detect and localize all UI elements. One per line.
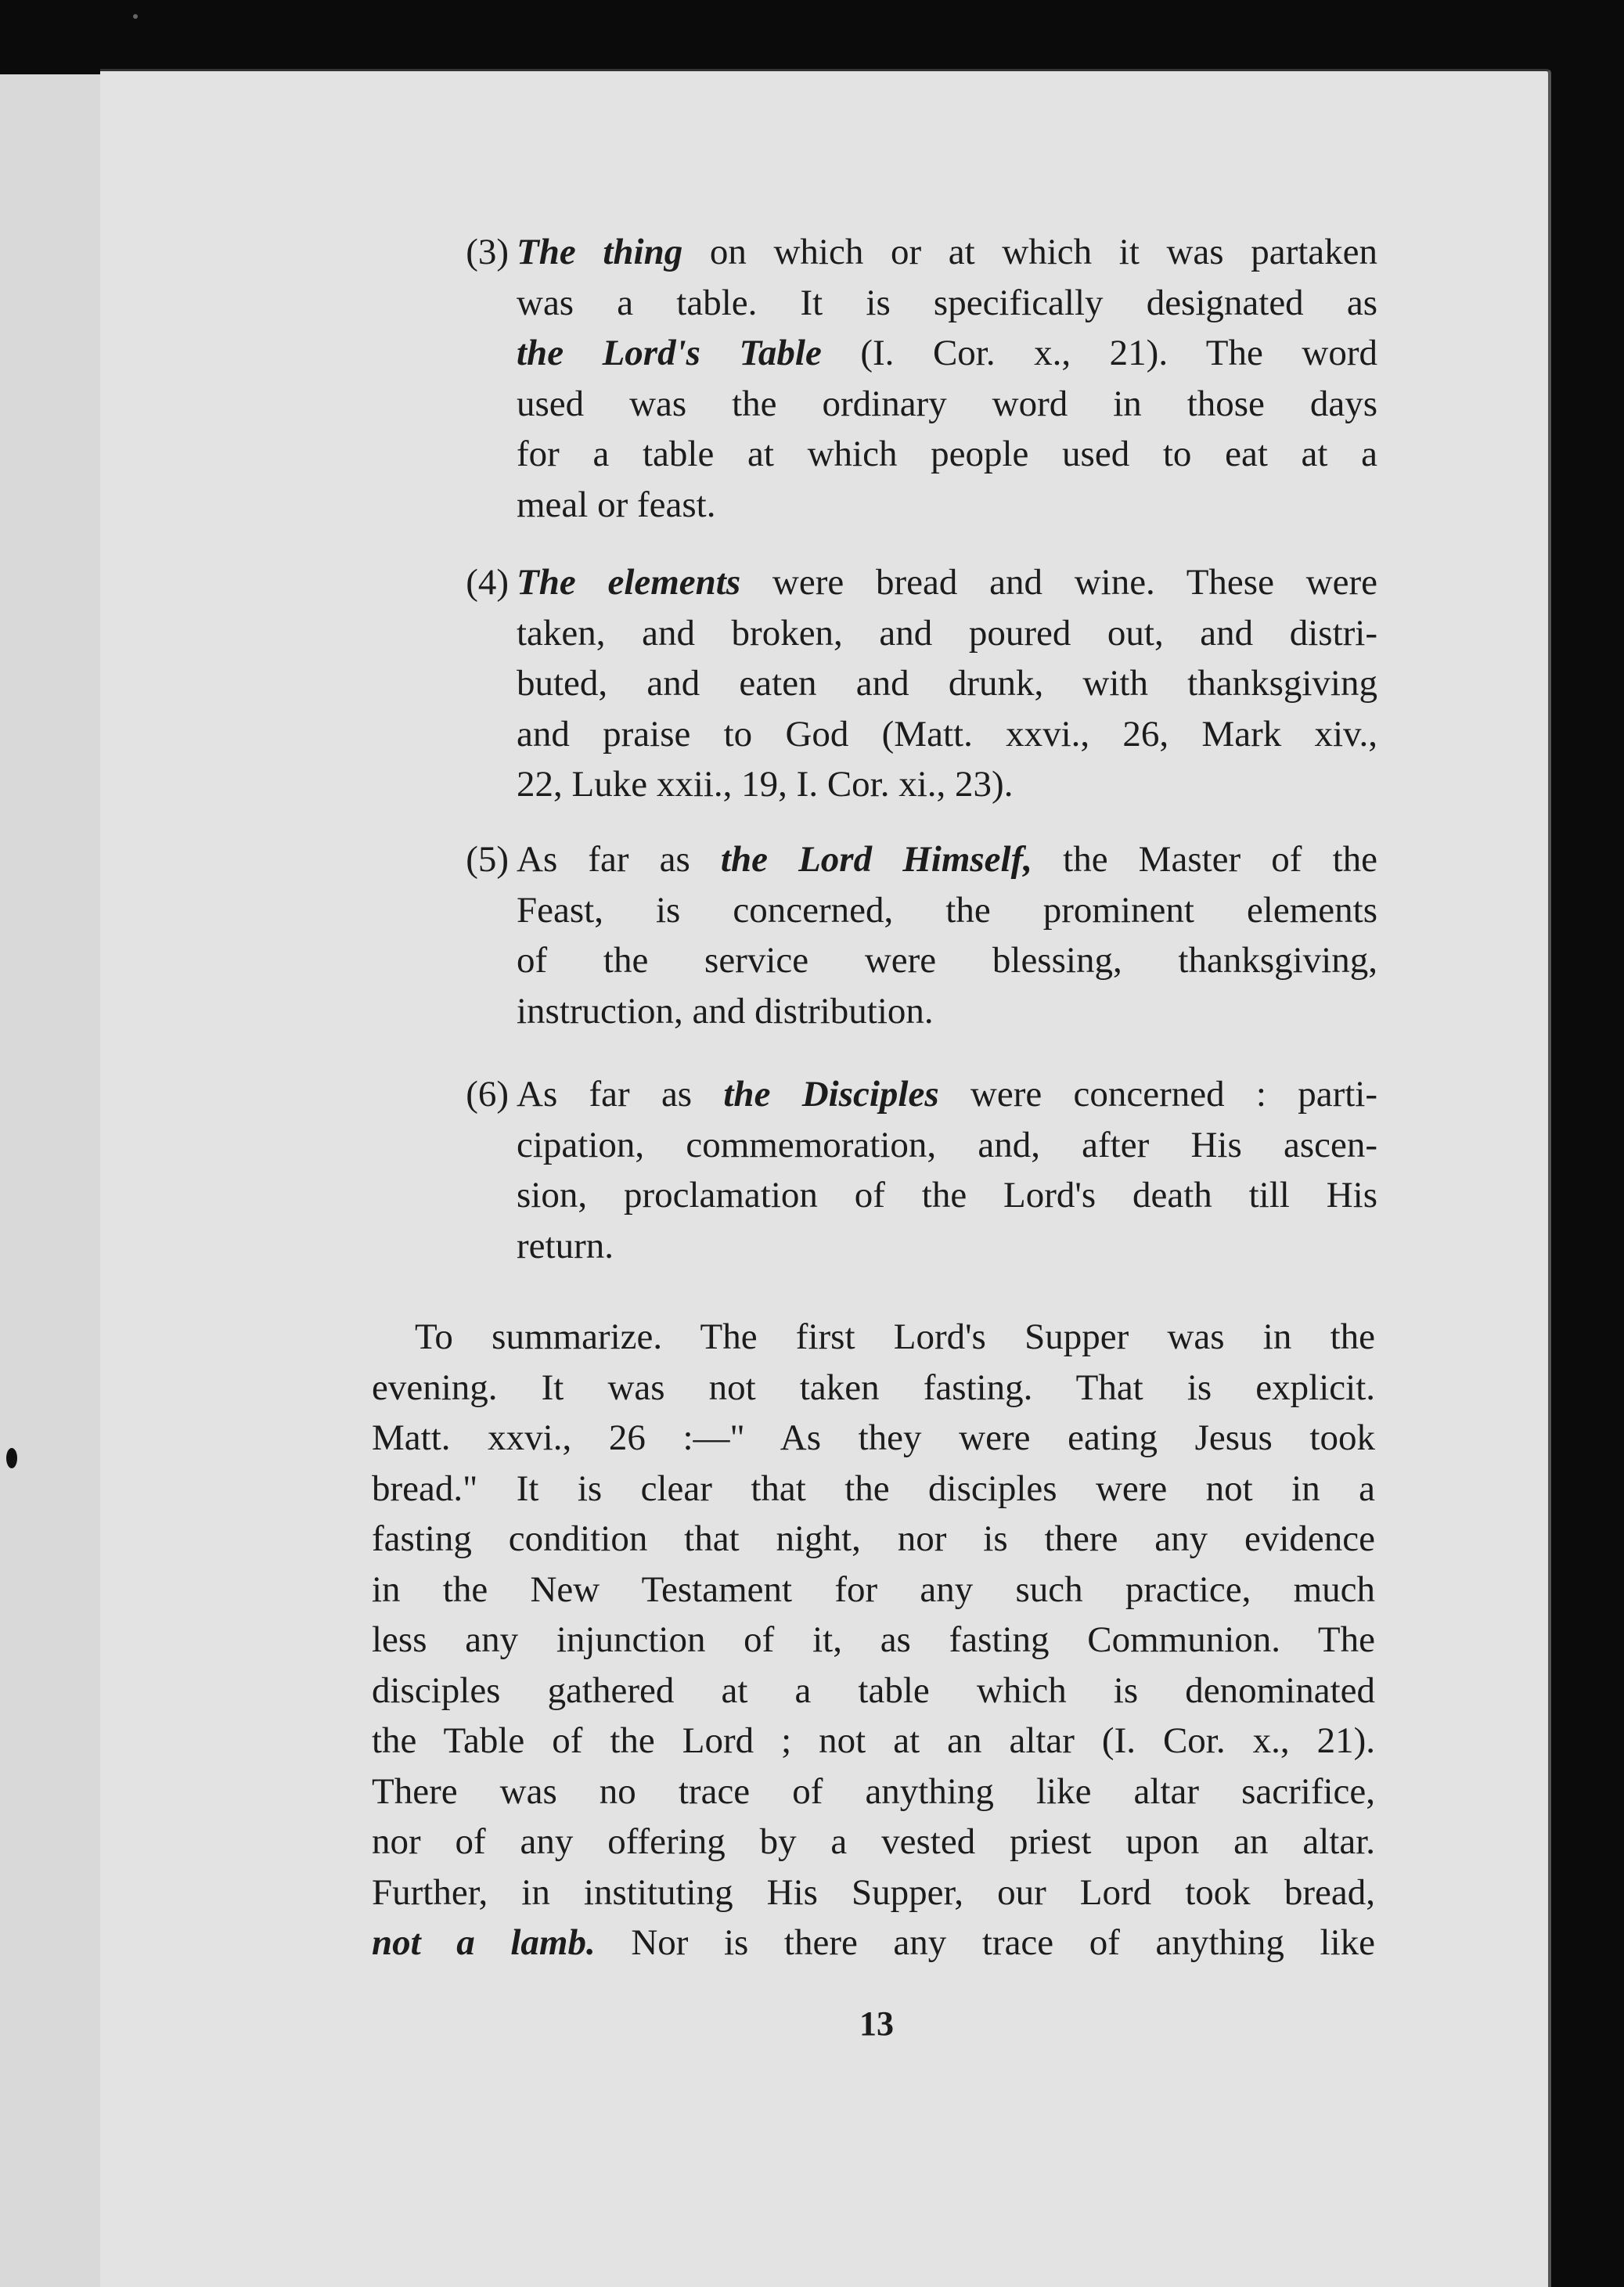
line-text: return. xyxy=(517,1225,614,1266)
line-text: fasting condition that night, nor is there any evidence xyxy=(372,1518,1375,1559)
line-text: buted, and eaten and drunk, with thanksgiving xyxy=(517,663,1377,704)
left-page-edge xyxy=(0,74,103,2287)
line-text: used was the ordinary word in those days xyxy=(517,383,1377,424)
line-text: meal or feast. xyxy=(517,484,716,525)
text-line xyxy=(517,834,1377,885)
item-number: (6) xyxy=(466,1074,509,1115)
text-line xyxy=(372,1413,1375,1464)
text-line xyxy=(372,1918,1375,1968)
line-text: Matt. xxvi., 26 :—" As they were eating Jesus took xyxy=(372,1417,1375,1458)
line-text: (I. Cor. x., 21). The word xyxy=(821,333,1377,373)
text-line xyxy=(372,1817,1375,1867)
line-text: instruction, and distribution. xyxy=(517,990,934,1032)
text-line xyxy=(517,885,1377,936)
line-text: evening. It was not taken fasting. That is explicit. xyxy=(372,1367,1375,1408)
text-line xyxy=(517,608,1377,659)
line-text: the Master of the xyxy=(1032,839,1377,880)
text-line xyxy=(517,935,1377,986)
line-text: As far as xyxy=(517,839,721,880)
line-text: and praise to God (Matt. xxvi., 26, Mark xiv., xyxy=(517,713,1377,755)
item-number: (5) xyxy=(466,839,509,880)
text-line xyxy=(517,328,1377,379)
text-line xyxy=(517,227,1377,278)
line-text: was a table. It is specifically designated as xyxy=(517,282,1377,323)
line-text: bread." It is clear that the disciples were not in a xyxy=(372,1468,1375,1509)
italic-phrase: The elements xyxy=(517,562,741,603)
text-line xyxy=(517,1069,1377,1120)
page-number: 13 xyxy=(859,2004,894,2043)
text-line xyxy=(517,709,1377,760)
line-text: nor of any offering by a vested priest upon an altar. xyxy=(372,1821,1375,1862)
text-line xyxy=(372,1514,1375,1565)
text-line xyxy=(517,1170,1377,1221)
text-line xyxy=(372,1312,1375,1363)
text-line xyxy=(517,759,1377,810)
italic-phrase: the Disciples xyxy=(723,1074,939,1115)
list-item xyxy=(442,227,1378,530)
item-number: (3) xyxy=(466,232,509,272)
line-text: were bread and wine. These were xyxy=(740,562,1377,603)
text-line xyxy=(517,278,1377,329)
text-line xyxy=(517,379,1377,430)
italic-phrase: the Lord's Table xyxy=(517,333,822,373)
list-item xyxy=(442,1069,1377,1271)
italic-phrase: the Lord Himself, xyxy=(720,839,1033,880)
summary-paragraph xyxy=(372,1312,1375,1968)
text-line xyxy=(517,429,1377,480)
line-text: taken, and broken, and poured out, and distri- xyxy=(517,612,1377,654)
text-line xyxy=(372,1363,1375,1414)
item-number: (4) xyxy=(466,562,509,603)
line-text: cipation, commemoration, and, after His ascen- xyxy=(517,1124,1377,1165)
text-line xyxy=(372,1867,1375,1918)
text-line xyxy=(372,1666,1375,1716)
text-line xyxy=(517,1120,1377,1171)
list-item xyxy=(442,557,1377,810)
line-text: were concerned : parti- xyxy=(938,1074,1377,1115)
line-text: the Table of the Lord ; not at an altar (I. Cor. x., 21). xyxy=(372,1720,1375,1761)
text-line xyxy=(372,1464,1375,1514)
line-text: 22, Luke xxii., 19, I. Cor. xi., 23). xyxy=(517,764,1014,805)
text-line xyxy=(517,986,1377,1037)
text-line xyxy=(372,1615,1375,1666)
scan-speck xyxy=(6,1448,17,1468)
line-text: less any injunction of it, as fasting Communion. The xyxy=(372,1619,1375,1660)
line-text: sion, proclamation of the Lord's death till His xyxy=(517,1175,1377,1216)
text-line xyxy=(372,1565,1375,1615)
text-line xyxy=(372,1767,1375,1817)
list-item xyxy=(442,834,1377,1036)
italic-phrase: The thing xyxy=(517,232,683,272)
text-line xyxy=(517,658,1377,709)
line-text: Further, in instituting His Supper, our Lord took bread, xyxy=(372,1871,1375,1913)
line-text: in the New Testament for any such practice, much xyxy=(372,1568,1375,1610)
text-line xyxy=(517,480,1377,531)
text-line xyxy=(517,1221,1377,1272)
line-text: for a table at which people used to eat at a xyxy=(517,434,1377,474)
scan-speck xyxy=(133,14,138,19)
line-text: To summarize. The first Lord's Supper was in the xyxy=(415,1316,1375,1357)
text-line xyxy=(517,557,1377,608)
line-text: There was no trace of anything like altar sacrifice, xyxy=(372,1770,1375,1812)
text-line xyxy=(372,1716,1375,1767)
line-text: of the service were blessing, thanksgiving, xyxy=(517,940,1377,981)
line-text: on which or at which it was partaken xyxy=(682,232,1378,272)
line-text: As far as xyxy=(517,1074,724,1115)
line-text: Nor is there any trace of anything like xyxy=(595,1922,1375,1963)
italic-phrase: not a lamb. xyxy=(372,1922,596,1963)
line-text: Feast, is concerned, the prominent elements xyxy=(517,889,1377,931)
line-text: disciples gathered at a table which is denominated xyxy=(372,1669,1375,1711)
